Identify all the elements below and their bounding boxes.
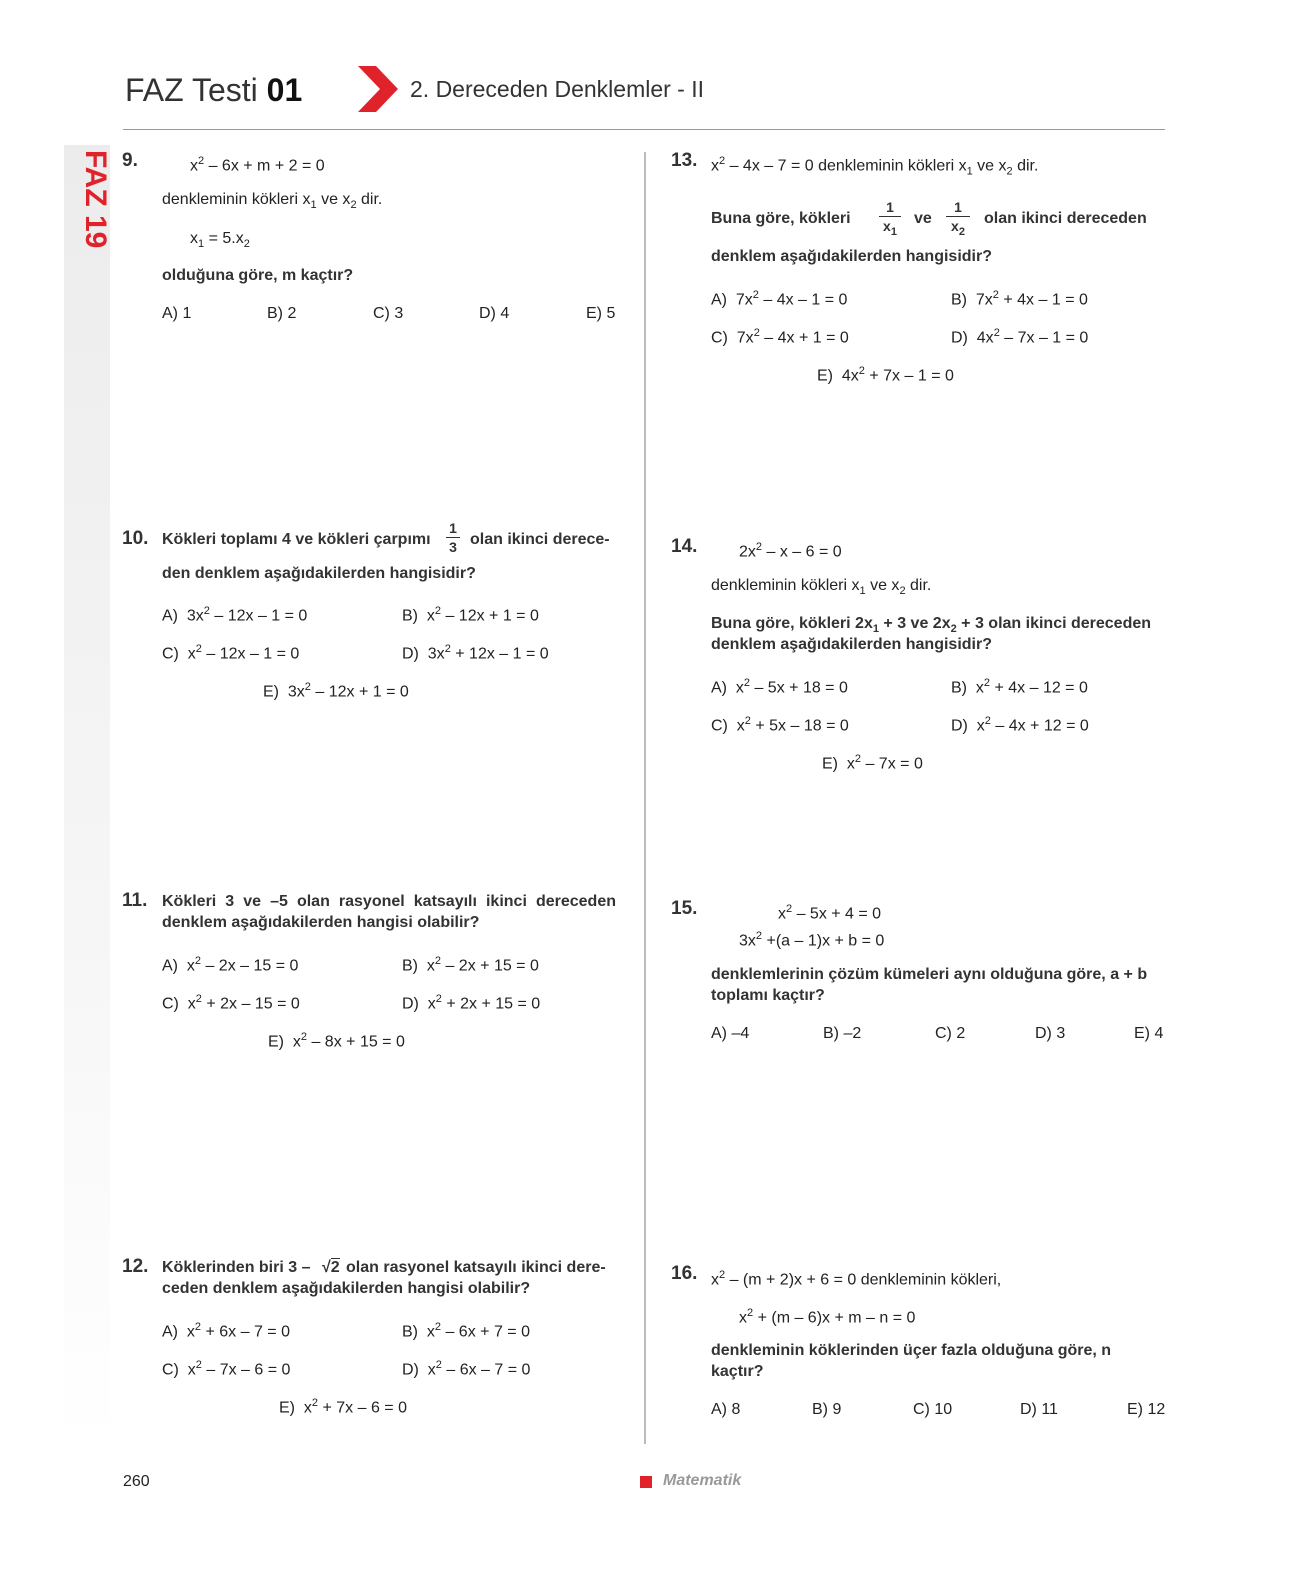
page-subtitle: 2. Dereceden Denklemler - II <box>410 76 705 102</box>
q12-option-e[interactable]: E) $x^2 + 7x - 6 = 0$ <box>279 1397 407 1417</box>
q9-stem: olduğuna göre, m kaçtır? <box>162 267 354 284</box>
q9-number: 9. <box>122 150 138 171</box>
q15-stem-line1: denklemlerinin çözüm kümeleri aynı olduğuna göre, a + b <box>711 966 1148 983</box>
q9-option-e[interactable]: E) 5 <box>586 305 616 322</box>
q14-stem-line2: denklem aşağıdakilerden hangisidir? <box>711 636 992 653</box>
q14-option-a[interactable]: A) $x^2 - 5x + 18 = 0$ <box>711 677 848 697</box>
q11-stem-line2: denklem aşağıdakilerden hangisi olabilir? <box>162 914 480 931</box>
footer-subject: Matematik <box>663 1472 742 1489</box>
q16-line2: $x^2 + (m - 6)x + m - n = 0$ <box>739 1307 916 1327</box>
q12-stem-line2: ceden denklem aşağıdakilerden hangisi olabilir? <box>162 1280 531 1297</box>
q9-option-a[interactable]: A) 1 <box>162 305 192 322</box>
q13-fraction-2: 1 $x_2$ <box>946 199 970 240</box>
q15-equation-1: $x^2 - 5x + 4 = 0$ <box>778 903 882 923</box>
q15-equation-2: $3x^2 +(a - 1)x + b = 0$ <box>739 930 885 950</box>
q10-option-b[interactable]: B) $x^2 - 12x + 1 = 0$ <box>402 605 539 625</box>
side-label-logo <box>66 148 112 258</box>
q12-stem-part1: Köklerinden biri 3 – <box>162 1259 311 1276</box>
q13-stem-part2: ve <box>914 210 932 227</box>
q14-option-c[interactable]: C) $x^2 + 5x - 18 = 0$ <box>711 715 849 735</box>
q11-option-e[interactable]: E) $x^2 - 8x + 15 = 0$ <box>268 1031 405 1051</box>
q11-number: 11. <box>122 890 148 911</box>
q12-sqrt: √2 <box>322 1259 340 1276</box>
q15-stem-line2: toplamı kaçtır? <box>711 987 825 1004</box>
q12-option-b[interactable]: B) $x^2 - 6x + 7 = 0$ <box>402 1321 530 1341</box>
q13-fraction-1: 1 $x_1$ <box>879 199 901 240</box>
q11-option-c[interactable]: C) $x^2 + 2x - 15 = 0$ <box>162 993 300 1013</box>
q13-stem-part1: Buna göre, kökleri <box>711 210 851 227</box>
q13-number: 13. <box>671 150 698 171</box>
q16-option-b[interactable]: B) 9 <box>812 1401 842 1418</box>
q11-option-b[interactable]: B) $x^2 - 2x + 15 = 0$ <box>402 955 539 975</box>
q13-stem-part3: olan ikinci dereceden <box>984 210 1147 227</box>
q14-stem-line1: Buna göre, kökleri $2x_1 + 3$ ve $2x_2 + 3$ olan ikinci dereceden <box>711 615 1152 636</box>
q14-number: 14. <box>671 536 698 557</box>
q10-number: 10. <box>122 528 149 549</box>
column-divider <box>644 152 646 1444</box>
q16-option-d[interactable]: D) 11 <box>1020 1401 1058 1418</box>
q12-option-c[interactable]: C) $x^2 - 7x - 6 = 0$ <box>162 1359 291 1379</box>
side-band <box>64 145 110 1445</box>
q10-stem-line2: den denklem aşağıdakilerden hangisidir? <box>162 565 476 582</box>
q10-stem-part1: Kökleri toplamı 4 ve kökleri çarpımı <box>162 531 431 548</box>
q14-option-e[interactable]: E) $x^2 - 7x = 0$ <box>822 753 923 773</box>
page-number: 260 <box>123 1473 150 1490</box>
side-label: FAZ 19 <box>79 150 112 249</box>
q15-option-d[interactable]: D) 3 <box>1035 1025 1066 1042</box>
q9-roots: denkleminin kökleri $x_1$ ve $x_2$ dir. <box>162 191 383 212</box>
q10-option-a[interactable]: A) $3x^2 - 12x - 1 = 0$ <box>162 605 308 625</box>
q12-number: 12. <box>122 1256 149 1277</box>
q14-roots: denkleminin kökleri $x_1$ ve $x_2$ dir. <box>711 577 932 598</box>
q10-option-e[interactable]: E) $3x^2 - 12x + 1 = 0$ <box>263 681 409 701</box>
footer-square-icon <box>640 1476 652 1488</box>
title-number: 01 <box>266 72 303 108</box>
q15-option-e[interactable]: E) 4 <box>1134 1025 1164 1042</box>
q16-line1: $x^2 - (m + 2)x + 6 = 0$ denkleminin kökleri, <box>711 1269 1002 1289</box>
q16-number: 16. <box>671 1263 698 1284</box>
q13-line1: $x^2 - 4x - 7 = 0$ denkleminin kökleri $x_1$ ve $x_2$ dir. <box>711 155 1039 178</box>
q12-option-d[interactable]: D) $x^2 - 6x - 7 = 0$ <box>402 1359 531 1379</box>
q12-option-a[interactable]: A) $x^2 + 6x - 7 = 0$ <box>162 1321 290 1341</box>
q16-option-c[interactable]: C) 10 <box>913 1401 953 1418</box>
q16-stem-line1: denkleminin köklerinden üçer fazla olduğuna göre, n <box>711 1342 1112 1359</box>
q13-option-e[interactable]: E) $4x^2 + 7x - 1 = 0$ <box>817 365 954 385</box>
sqrt-icon: √ <box>322 1259 331 1276</box>
q10-option-c[interactable]: C) $x^2 - 12x - 1 = 0$ <box>162 643 300 663</box>
q11-option-a[interactable]: A) $x^2 - 2x - 15 = 0$ <box>162 955 299 975</box>
q15-option-c[interactable]: C) 2 <box>935 1025 966 1042</box>
q9-option-c[interactable]: C) 3 <box>373 305 404 322</box>
q15-option-b[interactable]: B) –2 <box>823 1025 862 1042</box>
q10-option-d[interactable]: D) $3x^2 + 12x - 1 = 0$ <box>402 643 549 663</box>
q9-option-d[interactable]: D) 4 <box>479 305 510 322</box>
title-prefix: FAZ Testi <box>125 72 258 108</box>
page-title <box>125 72 302 109</box>
chevron-right-icon <box>358 66 398 112</box>
q10-fraction: 1 3 <box>446 520 460 555</box>
q13-option-b[interactable]: B) $7x^2 + 4x - 1 = 0$ <box>951 289 1088 309</box>
q15-number: 15. <box>671 898 698 919</box>
q14-equation: $2x^2 - x - 6 = 0$ <box>739 541 842 561</box>
q13-option-d[interactable]: D) $4x^2 - 7x - 1 = 0$ <box>951 327 1089 347</box>
q16-stem-line2: kaçtır? <box>711 1363 764 1380</box>
q16-option-e[interactable]: E) 12 <box>1127 1401 1166 1418</box>
header-divider <box>123 129 1165 130</box>
q9-equation: $x^2 - 6x + m + 2 = 0$ <box>190 155 325 175</box>
q12-stem-part2: olan rasyonel katsayılı ikinci dere- <box>346 1259 606 1276</box>
q14-option-d[interactable]: D) $x^2 - 4x + 12 = 0$ <box>951 715 1089 735</box>
q16-option-a[interactable]: A) 8 <box>711 1401 741 1418</box>
q13-option-c[interactable]: C) $7x^2 - 4x + 1 = 0$ <box>711 327 849 347</box>
q11-option-d[interactable]: D) $x^2 + 2x + 15 = 0$ <box>402 993 541 1013</box>
q9-condition: $x_1 = 5.x_2$ <box>190 230 250 251</box>
q15-option-a[interactable]: A) –4 <box>711 1025 750 1042</box>
q13-option-a[interactable]: A) $7x^2 - 4x - 1 = 0$ <box>711 289 848 309</box>
q14-option-b[interactable]: B) $x^2 + 4x - 12 = 0$ <box>951 677 1088 697</box>
q13-stem-line2: denklem aşağıdakilerden hangisidir? <box>711 248 992 265</box>
q9-option-b[interactable]: B) 2 <box>267 305 297 322</box>
q11-stem-line1: Kökleri 3 ve –5 olan rasyonel katsayılı ikinci dereceden <box>162 893 616 910</box>
q10-stem-part2: olan ikinci derece- <box>470 531 610 548</box>
